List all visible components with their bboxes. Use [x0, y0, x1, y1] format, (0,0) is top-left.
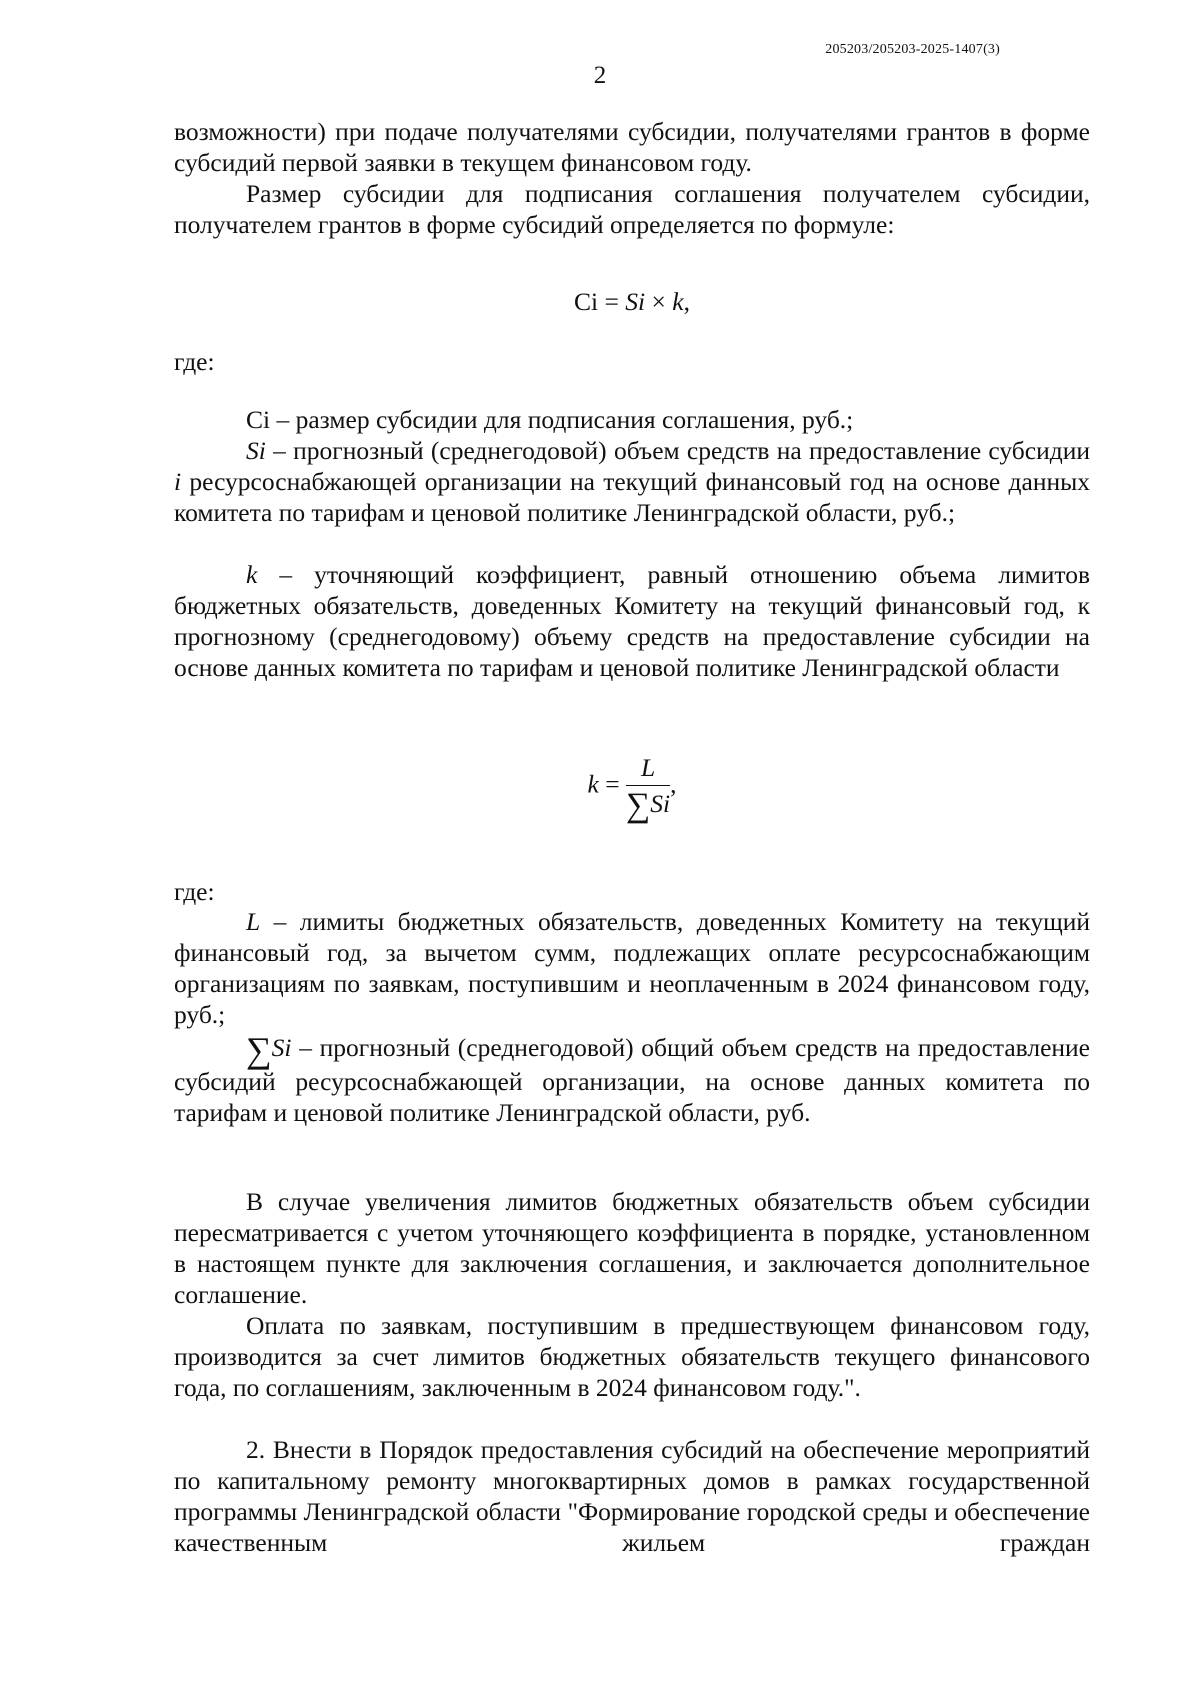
formula-si: Si [625, 287, 646, 316]
formula-subsidy [174, 286, 1090, 317]
definition-body: – прогнозный (среднегодовой) объем средств на предоставление субсидии [265, 436, 1090, 465]
formula-eq: = [598, 287, 626, 316]
paragraph-formula-intro [174, 178, 1090, 240]
formula-lhs: k [587, 769, 599, 799]
where-text: где: [174, 347, 215, 376]
definition-l [174, 906, 1090, 1030]
paragraph-limits [174, 1186, 1090, 1310]
definition-body: – размер субсидии для подписания соглашения, руб.; [270, 405, 854, 434]
paragraph-text: Оплата по заявкам, поступившим в предшествующем финансовом году, производится за счет лимитов бюджетных обязательств текущего финансового года, по соглашениям, заключенным в 2024 финансовом году.". [174, 1311, 1090, 1402]
definition-si [174, 435, 1090, 528]
fraction-denominator [626, 786, 671, 824]
paragraph-text: 2. Внести в Порядок предоставления субсидий на обеспечение мероприятий по капитальному ремонту многоквартирных домов в рамках государственной программы Ленинградской области "Формирование городской среды и обеспечение качественным жильем граждан [174, 1435, 1090, 1557]
document-id: 205203/205203-2025-1407(3) [825, 42, 1000, 57]
where-text: где: [174, 877, 215, 906]
paragraph-text: В случае увеличения лимитов бюджетных обязательств объем субсидии пересматривается с учетом уточняющего коэффициента в порядке, установленном в настоящем пункте для заключения соглашения, и заключается дополнительное соглашение. [174, 1187, 1090, 1309]
definition-body: – прогнозный (среднегодовой) общий объем средств на предоставление субсидий ресурсоснабжающей организации, на основе данных комитета по тарифам и ценовой политике Ленинградской области, руб. [174, 1033, 1090, 1127]
definition-body: – уточняющий коэффициент, равный отношению объема лимитов бюджетных обязательств, доведенных Комитету на текущий финансовый год, к прогнозному (среднегодовому) объему средств на предоставление субсидии на основе данных комитета по тарифам и ценовой политике Ленинградской области [174, 560, 1090, 682]
formula-eq: = [598, 769, 626, 799]
sigma-symbol: ∑ [246, 1030, 272, 1070]
symbol-k: k [246, 560, 258, 589]
paragraph-text: возможности) при подаче получателями субсидии, получателями грантов в форме субсидий первой заявки в текущем финансовом году. [174, 117, 1090, 177]
fraction [626, 752, 671, 824]
definition-body: ресурсоснабжающей организации на текущий финансовый год на основе данных комитета по тарифам и ценовой политике Ленинградской области, руб.; [174, 467, 1090, 527]
definition-ci [174, 404, 1090, 435]
where-label-1 [174, 346, 1090, 377]
formula-lhs: Ci [574, 287, 599, 316]
definition-text [174, 435, 1090, 528]
formula-coefficient [174, 752, 1090, 824]
paragraph-text: Размер субсидии для подписания соглашения получателем субсидии, получателем грантов в форме субсидий определяется по формуле: [174, 179, 1090, 239]
symbol-sum-si: Si [271, 1033, 292, 1062]
sigma-symbol: ∑ [626, 787, 651, 824]
definition-body: – лимиты бюджетных обязательств, доведенных Комитету на текущий финансовый год, за вычетом сумм, подлежащих оплате ресурсоснабжающим организациям по заявкам, поступившим и неоплаченным в 2024 финансовом году, руб.; [174, 907, 1090, 1029]
page-number: 2 [593, 62, 607, 89]
fraction-numerator: L [626, 752, 670, 786]
formula-line [174, 286, 1090, 317]
formula-tail: , [670, 769, 677, 799]
definition-text [174, 1032, 1090, 1128]
symbol-ci: Ci [246, 405, 271, 434]
paragraph-continuation [174, 116, 1090, 178]
denominator-si: Si [650, 789, 671, 818]
formula-times: × [645, 287, 673, 316]
definition-text [174, 404, 1090, 435]
definition-k [174, 559, 1090, 683]
symbol-si: Si [246, 436, 266, 465]
paragraph-payment [174, 1310, 1090, 1403]
symbol-l: L [246, 907, 261, 936]
definition-text [174, 906, 1090, 1030]
formula-k: k [672, 287, 684, 316]
where-label-2 [174, 876, 1090, 907]
symbol-i: i [174, 467, 182, 496]
paragraph-item-2 [174, 1434, 1090, 1558]
definition-sum-si [174, 1032, 1090, 1128]
formula-tail: , [683, 287, 690, 316]
definition-text [174, 559, 1090, 683]
formula-line [174, 752, 1090, 824]
